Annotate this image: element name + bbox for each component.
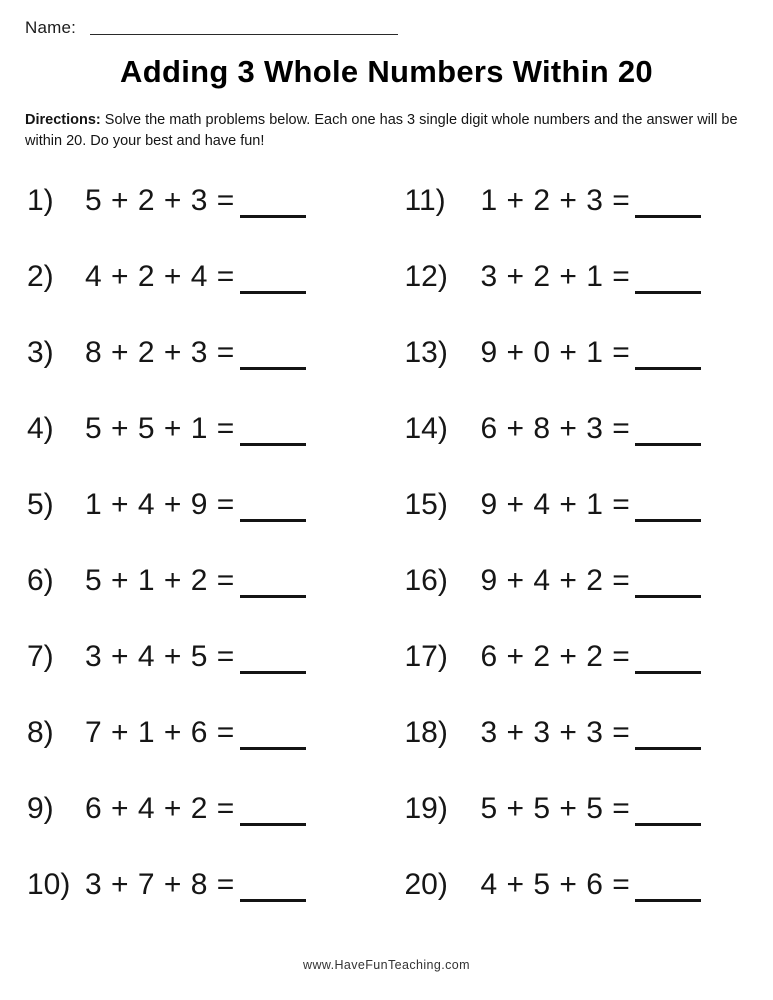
problem-row	[405, 640, 773, 677]
problem-number: 11)	[404, 184, 446, 218]
answer-blank-line	[635, 747, 701, 750]
problems-column-left	[0, 184, 387, 944]
problem-number: 9)	[27, 792, 54, 826]
problem-number: 8)	[27, 716, 54, 750]
problem-row	[405, 792, 773, 829]
problems-column-right	[387, 184, 773, 944]
problem-number: 2)	[27, 260, 54, 294]
problem-row	[405, 716, 773, 753]
problem-equation: 4 + 2 + 4 =	[85, 260, 235, 294]
problem-equation: 5 + 5 + 1 =	[85, 412, 235, 446]
problem-equation: 5 + 5 + 5 =	[480, 792, 631, 826]
page-title: Adding 3 Whole Numbers Within 20	[120, 54, 653, 89]
answer-blank-line	[635, 595, 701, 598]
problem-number: 13)	[404, 336, 448, 370]
problem-number: 15)	[404, 488, 448, 522]
directions	[25, 110, 740, 152]
answer-blank-line	[635, 899, 701, 902]
name-row	[0, 0, 773, 38]
problem-row	[405, 260, 773, 297]
problem-equation: 5 + 1 + 2 =	[85, 564, 235, 598]
problem-number: 3)	[27, 336, 54, 370]
problem-row	[27, 260, 387, 297]
problem-number: 5)	[27, 488, 54, 522]
answer-blank-line	[240, 823, 306, 826]
problem-number: 16)	[404, 564, 448, 598]
problem-row	[27, 412, 387, 449]
problem-row	[27, 716, 387, 753]
answer-blank-line	[635, 519, 701, 522]
problem-row	[27, 868, 387, 905]
problem-equation: 9 + 4 + 2 =	[480, 564, 631, 598]
problem-equation: 3 + 3 + 3 =	[480, 716, 631, 750]
answer-blank-line	[635, 367, 701, 370]
problem-number: 17)	[404, 640, 448, 674]
answer-blank-line	[635, 443, 701, 446]
problem-number: 19)	[404, 792, 448, 826]
problem-number: 18)	[404, 716, 448, 750]
directions-text: Solve the math problems below. Each one has 3 single digit whole numbers and the answer will be within 20. Do your best and have fun!	[25, 112, 738, 150]
problem-equation: 6 + 4 + 2 =	[85, 792, 235, 826]
answer-blank-line	[240, 747, 306, 750]
problem-number: 14)	[404, 412, 448, 446]
answer-blank-line	[635, 823, 701, 826]
answer-blank-line	[635, 671, 701, 674]
answer-blank-line	[635, 291, 701, 294]
problem-number: 7)	[27, 640, 54, 674]
problem-number: 4)	[27, 412, 54, 446]
problem-row	[405, 184, 773, 221]
problem-row	[405, 412, 773, 449]
name-label: Name:	[25, 18, 77, 37]
problem-row	[405, 564, 773, 601]
problem-row	[405, 336, 773, 373]
problem-number: 10)	[27, 868, 71, 902]
problem-row	[405, 488, 773, 525]
problem-equation: 1 + 2 + 3 =	[480, 184, 631, 218]
problem-equation: 6 + 8 + 3 =	[480, 412, 631, 446]
problem-equation: 3 + 7 + 8 =	[85, 868, 235, 902]
name-blank-line	[90, 34, 398, 35]
problem-equation: 9 + 0 + 1 =	[480, 336, 631, 370]
problem-number: 20)	[404, 868, 448, 902]
problem-equation: 5 + 2 + 3 =	[85, 184, 235, 218]
problem-equation: 4 + 5 + 6 =	[480, 868, 631, 902]
answer-blank-line	[240, 671, 306, 674]
problem-row	[27, 488, 387, 525]
problem-equation: 7 + 1 + 6 =	[85, 716, 235, 750]
footer-url: www.HaveFunTeaching.com	[303, 958, 470, 972]
problem-row	[405, 868, 773, 905]
answer-blank-line	[240, 595, 306, 598]
answer-blank-line	[240, 899, 306, 902]
problem-equation: 8 + 2 + 3 =	[85, 336, 235, 370]
problem-row	[27, 640, 387, 677]
problem-number: 12)	[404, 260, 448, 294]
answer-blank-line	[240, 367, 306, 370]
answer-blank-line	[240, 215, 306, 218]
problem-number: 1)	[27, 184, 54, 218]
problem-number: 6)	[27, 564, 54, 598]
answer-blank-line	[240, 443, 306, 446]
problem-equation: 1 + 4 + 9 =	[85, 488, 235, 522]
directions-label: Directions:	[25, 112, 101, 128]
problem-row	[27, 336, 387, 373]
answer-blank-line	[240, 291, 306, 294]
problem-row	[27, 564, 387, 601]
problem-equation: 6 + 2 + 2 =	[480, 640, 631, 674]
answer-blank-line	[635, 215, 701, 218]
problem-equation: 3 + 4 + 5 =	[85, 640, 235, 674]
problem-equation: 9 + 4 + 1 =	[480, 488, 631, 522]
problem-row	[27, 184, 387, 221]
problem-row	[27, 792, 387, 829]
answer-blank-line	[240, 519, 306, 522]
problem-equation: 3 + 2 + 1 =	[480, 260, 631, 294]
problems-area	[0, 184, 773, 944]
